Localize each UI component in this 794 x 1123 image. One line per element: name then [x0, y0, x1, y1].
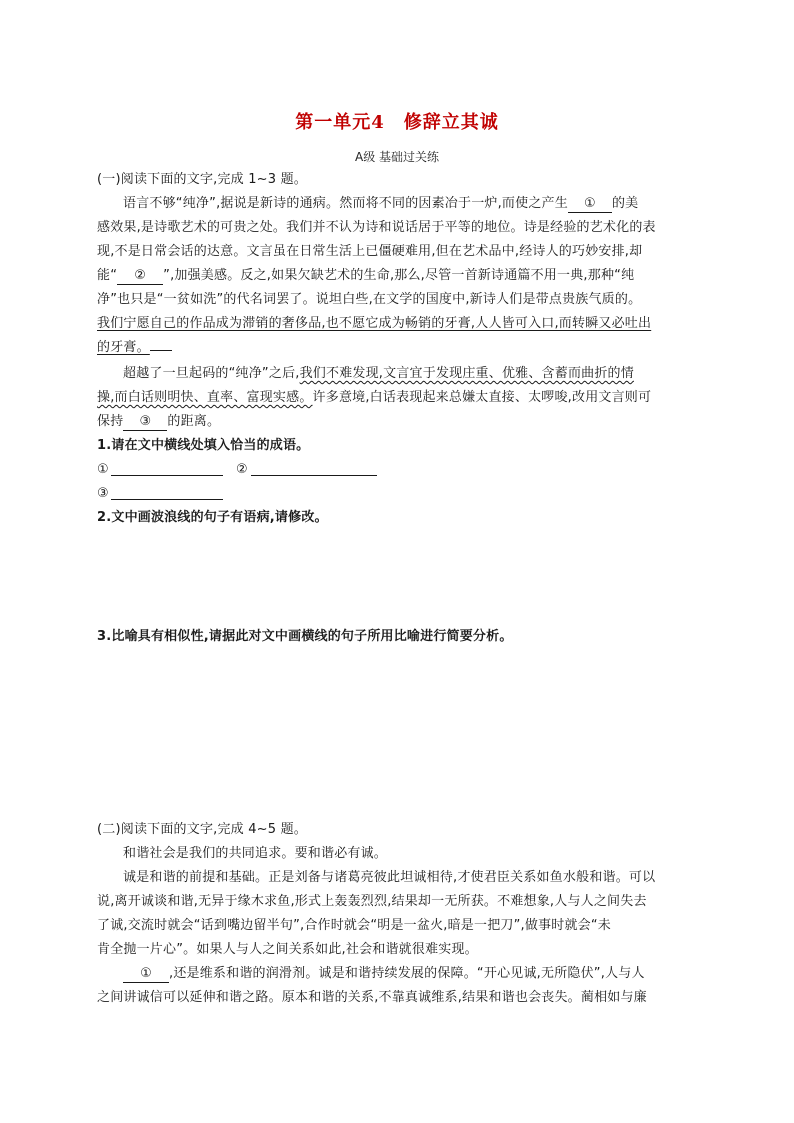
passage1-line: 现,不是日常会话的达意。文言虽在日常生活上已僵硬难用,但在艺术品中,经诗人的巧妙安排,却	[97, 244, 643, 259]
passage2-line: 和谐社会是我们的共同追求。要和谐必有诚。	[123, 846, 388, 861]
passage1-line: 净”也只是“一贫如洗”的代名词罢了。说坦白些,在文学的国度中,新诗人们是带点贵族气质的。	[97, 292, 642, 307]
underlined-sentence-end: 的牙膏。	[97, 338, 172, 358]
passage1-line: 语言不够“纯净”,据说是新诗的通病。然而将不同的因素冶于一炉,而使之产生 ① 的美	[123, 196, 639, 211]
question-1: 1.请在文中横线处填入恰当的成语。	[97, 438, 310, 453]
passage1-line: 感效果,是诗歌艺术的可贵之处。我们并不认为诗和说话居于平等的地位。诗是经验的艺术化的表	[97, 220, 656, 235]
passage2-line: 了诚,交流时就会“话到嘴边留半句”,合作时就会“明是一盆火,暗是一把刀”,做事时就会“未	[97, 918, 612, 933]
passage2-line: 之间讲诚信可以延伸和谐之路。原本和谐的关系,不靠真诚维系,结果和谐也会丧失。蔺相如与廉	[97, 990, 647, 1005]
passage2-line: 肯全抛一片心”。如果人与人之间关系如此,社会和谐就很难实现。	[97, 942, 478, 957]
answer-mark-1: ①	[97, 462, 109, 477]
question-2: 2.文中画波浪线的句子有语病,请修改。	[97, 510, 328, 525]
section2-heading: (二)阅读下面的文字,完成 4~5 题。	[97, 822, 307, 837]
passage1-line: 操,而白话则明快、直率、富现实感。许多意境,白话表现起来总嫌太直接、太啰唆,改用文言则可	[97, 390, 652, 405]
blank-3[interactable]: ③	[123, 414, 167, 431]
passage2-line: 说,离开诚谈和谐,无异于缘木求鱼,形式上轰轰烈烈,结果却一无所获。不难想象,人与人之间失去	[97, 894, 647, 909]
wavy-sentence-end: 操,而白话则明快、直率、富现实感。	[97, 390, 313, 405]
question-3: 3.比喻具有相似性,请据此对文中画横线的句子所用比喻进行简要分析。	[97, 629, 513, 644]
passage2-line: 诚是和谐的前提和基础。正是刘备与诸葛亮彼此坦诚相待,才使君臣关系如鱼水般和谐。可以	[123, 870, 656, 885]
answer-mark-3: ③	[97, 486, 109, 501]
passage1-line: 超越了一旦起码的“纯净”之后,我们不难发现,文言宜于发现庄重、优雅、含蓄而曲折的情	[123, 366, 634, 381]
answer-mark-2: ②	[236, 462, 248, 477]
wavy-sentence: 我们不难发现,文言宜于发现庄重、优雅、含蓄而曲折的情	[299, 366, 634, 381]
answer-line-2[interactable]	[251, 475, 377, 476]
answer-line-1[interactable]	[111, 475, 223, 476]
blank-1[interactable]: ①	[568, 196, 612, 213]
page-title: 第一单元4 修辞立其诚	[295, 112, 499, 133]
answer-line-3[interactable]	[111, 499, 223, 500]
level-subtitle: A级 基础过关练	[354, 150, 440, 164]
passage1-line: 保持 ③ 的距离。	[97, 414, 221, 429]
underlined-sentence: 我们宁愿自己的作品成为滞销的奢侈品,也不愿它成为畅销的牙膏,人人皆可入口,而转瞬又必吐出	[97, 316, 652, 331]
passage1-line: 能“ ② ”,加强美感。反之,如果欠缺艺术的生命,那么,尽管一首新诗通篇不用一典,那种“纯	[97, 268, 635, 283]
passage2-line: ① ,还是维系和谐的润滑剂。诚是和谐持续发展的保障。“开心见诚,无所隐伏”,人与人	[123, 964, 645, 984]
section1-heading: (一)阅读下面的文字,完成 1~3 题。	[97, 172, 307, 187]
blank-2[interactable]: ②	[117, 268, 163, 285]
blank-4[interactable]: ①	[123, 966, 169, 983]
